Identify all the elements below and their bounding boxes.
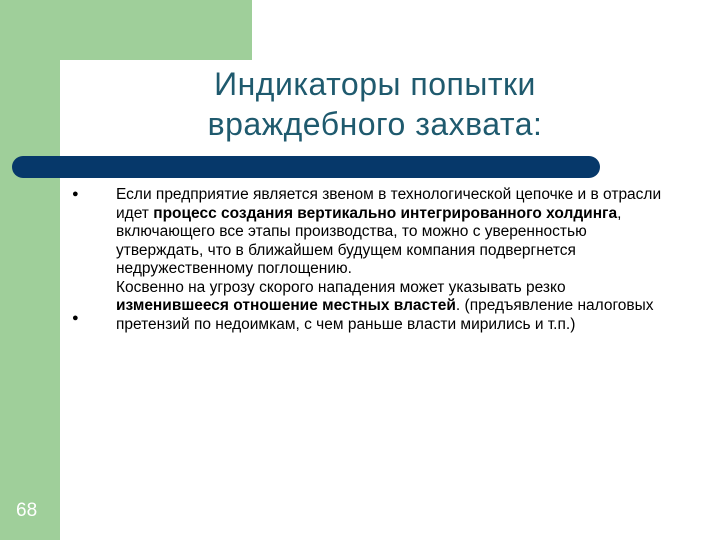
title-divider-bar	[12, 156, 600, 178]
green-decor-top	[0, 0, 252, 60]
bullet-item-1: Если предприятие является звеном в технологической цепочке и в отрасли идет процесс создания вертикально интегрированного холдинга, включающего все этапы производства, то можно с уверенностью утверждать, что в ближайшем будущем компания подвергнется недружественному поглощению.	[116, 186, 662, 277]
white-rounded-corner	[60, 60, 140, 140]
bullet-marker: ●	[72, 312, 79, 324]
bullet-marker: ●	[72, 188, 79, 200]
slide-title-line2: враждебного захвата:	[207, 106, 543, 142]
page-number: 68	[16, 500, 38, 521]
green-decor-left	[0, 60, 60, 540]
slide-title-line1: Индикаторы попытки	[214, 66, 536, 102]
slide-title	[140, 64, 610, 144]
bullet-item-2: Косвенно на угрозу скорого нападения может указывать резко изменившееся отношение местных властей. (предъявление налоговых претензий по недоимкам, с чем раньше власти мирились и т.п.)	[116, 278, 654, 333]
